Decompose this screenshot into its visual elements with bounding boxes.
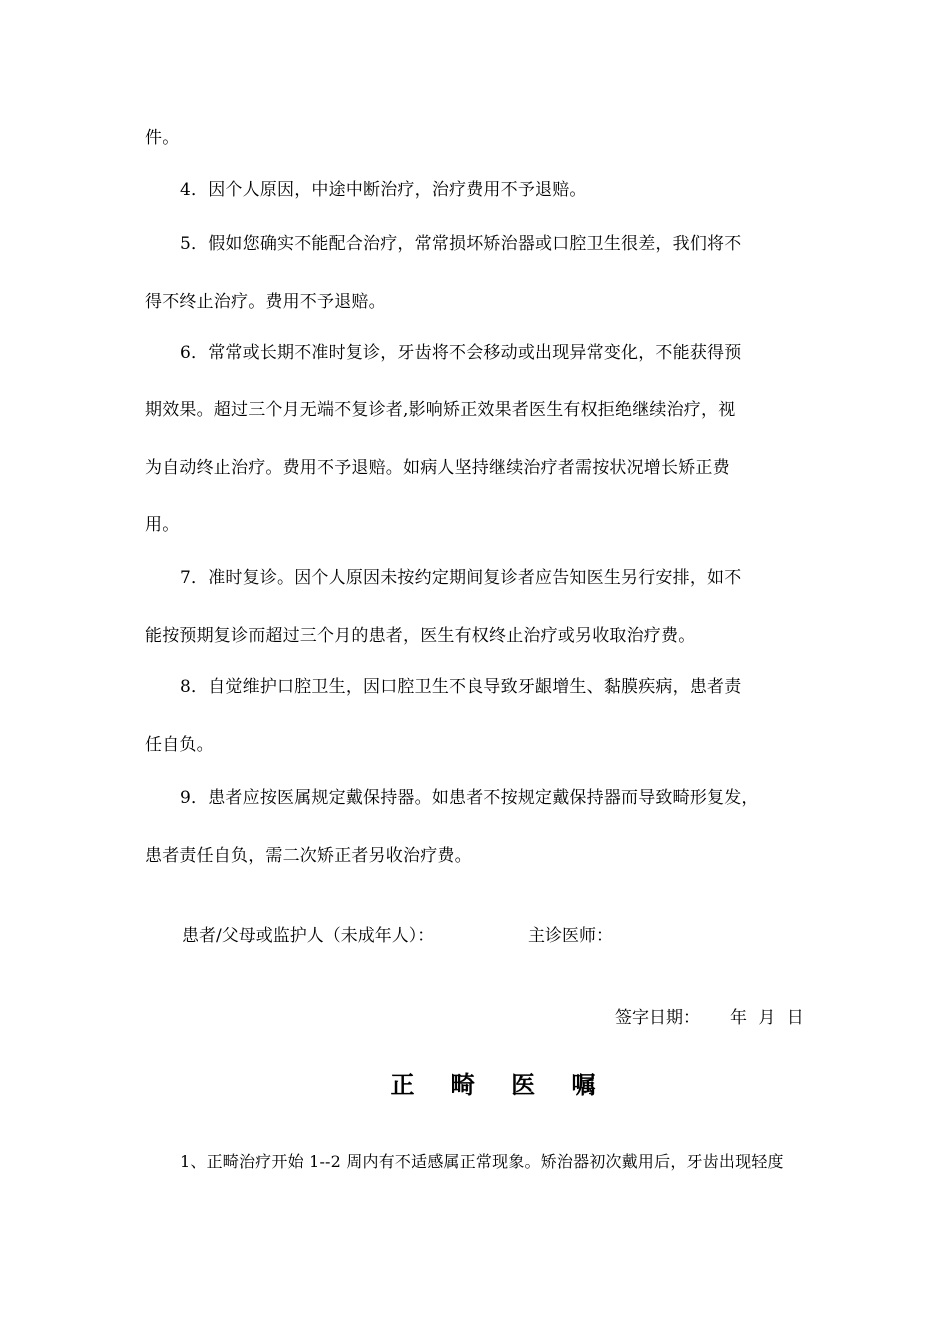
section-title: 正 畸 医 嘱 [390, 1070, 610, 1099]
paragraph-line: 1、正畸治疗开始 1--2 周内有不适感属正常现象。矫治器初次戴用后，牙齿出现轻度 [180, 1152, 784, 1171]
paragraph-line: 得不终止治疗。费用不予退赔。 [145, 292, 386, 312]
signature-date-fields: 年 月 日 [730, 1008, 804, 1028]
paragraph-line: 任自负。 [145, 735, 214, 755]
patient-signature-label: 患者/父母或监护人（未成年人）： [182, 926, 435, 946]
paragraph-line: 为自动终止治疗。费用不予退赔。如病人坚持继续治疗者需按状况增长矫正费 [145, 458, 730, 478]
paragraph-line: 9．患者应按医属规定戴保持器。如患者不按规定戴保持器而导致畸形复发， [180, 788, 759, 808]
paragraph-line: 能按预期复诊而超过三个月的患者，医生有权终止治疗或另收取治疗费。 [145, 626, 696, 646]
paragraph-line: 期效果。超过三个月无端不复诊者,影响矫正效果者医生有权拒绝继续治疗，视 [145, 400, 736, 420]
paragraph-line: 5．假如您确实不能配合治疗，常常损坏矫治器或口腔卫生很差，我们将不 [180, 234, 742, 254]
signature-date-label: 签字日期： [615, 1008, 700, 1028]
paragraph-line: 6．常常或长期不准时复诊，牙齿将不会移动或出现异常变化，不能获得预 [180, 343, 742, 363]
paragraph-line: 患者责任自负，需二次矫正者另收治疗费。 [145, 846, 472, 866]
paragraph-line: 8．自觉维护口腔卫生，因口腔卫生不良导致牙龈增生、黏膜疾病，患者责 [180, 677, 742, 697]
paragraph-line: 用。 [145, 515, 180, 535]
paragraph-line: 4．因个人原因，中途中断治疗，治疗费用不予退赔。 [180, 180, 587, 200]
paragraph-line: 件。 [145, 128, 180, 148]
doctor-signature-label: 主诊医师： [528, 926, 613, 946]
paragraph-line: 7．准时复诊。因个人原因未按约定期间复诊者应告知医生另行安排，如不 [180, 568, 742, 588]
